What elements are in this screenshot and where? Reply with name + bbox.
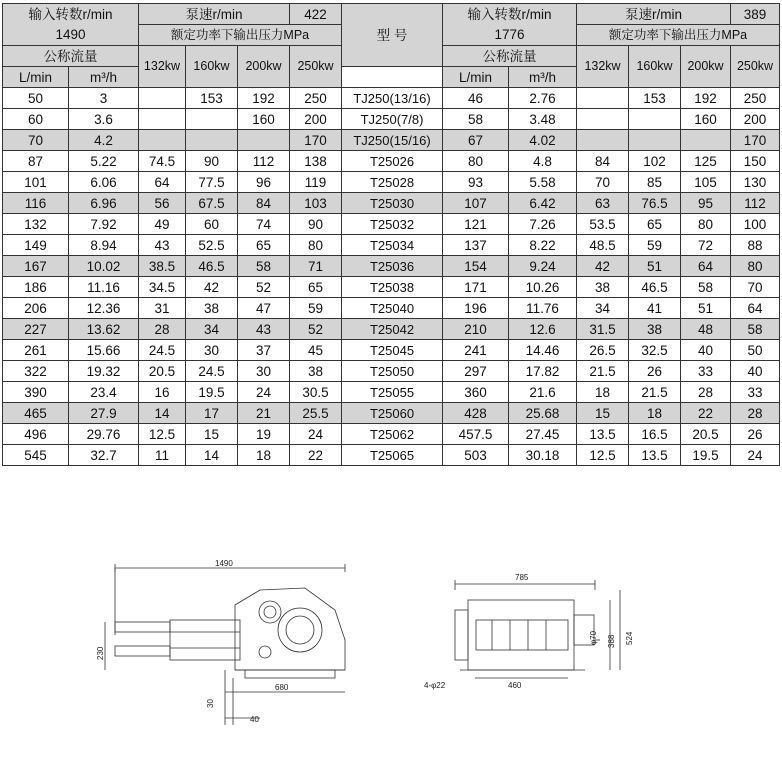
pressure-cell: 58 — [681, 277, 731, 298]
pressure-cell: 15 — [577, 403, 629, 424]
pressure-cell: 72 — [681, 235, 731, 256]
pressure-cell: 28 — [681, 382, 731, 403]
pressure-cell: 13.5 — [629, 445, 681, 466]
pressure-cell: 34.5 — [139, 277, 186, 298]
flow-lmin-cell: 457.5 — [443, 424, 509, 445]
flow-lmin-cell: 496 — [3, 424, 69, 445]
pressure-cell: 58 — [238, 256, 290, 277]
side-dim-small1: 30 — [206, 699, 215, 708]
right-pump-speed-value: 389 — [731, 4, 780, 25]
pressure-cell: 80 — [731, 256, 780, 277]
pressure-cell: 96 — [238, 172, 290, 193]
table-row — [3, 130, 780, 151]
right-power-col: 132kw — [577, 46, 629, 88]
flow-m3h-cell: 14.46 — [509, 340, 577, 361]
pressure-cell: 74.5 — [139, 151, 186, 172]
pressure-cell: 38.5 — [139, 256, 186, 277]
model-header-spacer — [342, 67, 443, 88]
model-cell: T25040 — [342, 298, 443, 319]
pressure-cell: 77.5 — [186, 172, 238, 193]
pressure-cell: 18 — [238, 445, 290, 466]
pressure-cell: 64 — [731, 298, 780, 319]
pressure-cell: 34 — [186, 319, 238, 340]
table-row — [3, 424, 780, 445]
flow-lmin-cell: 60 — [3, 109, 69, 130]
pressure-cell — [629, 109, 681, 130]
pressure-cell — [577, 130, 629, 151]
pressure-cell: 26 — [731, 424, 780, 445]
flow-lmin-cell: 297 — [443, 361, 509, 382]
pressure-cell: 22 — [681, 403, 731, 424]
pressure-cell: 112 — [731, 193, 780, 214]
pressure-cell: 24 — [238, 382, 290, 403]
model-cell: T25065 — [342, 445, 443, 466]
pressure-cell: 49 — [139, 214, 186, 235]
flow-m3h-cell: 7.92 — [69, 214, 139, 235]
pressure-cell: 160 — [681, 109, 731, 130]
left-power-col: 132kw — [139, 46, 186, 88]
table-row — [3, 151, 780, 172]
pressure-cell: 26 — [629, 361, 681, 382]
flow-lmin-cell: 116 — [3, 193, 69, 214]
table-row — [3, 109, 780, 130]
flow-m3h-cell: 6.96 — [69, 193, 139, 214]
flow-m3h-cell: 12.36 — [69, 298, 139, 319]
model-cell: T25050 — [342, 361, 443, 382]
pressure-cell: 74 — [238, 214, 290, 235]
pressure-cell: 30 — [238, 361, 290, 382]
pressure-cell: 153 — [186, 88, 238, 109]
model-cell: TJ250(15/16) — [342, 130, 443, 151]
pressure-cell: 14 — [186, 445, 238, 466]
flow-lmin-cell: 87 — [3, 151, 69, 172]
pressure-cell — [139, 109, 186, 130]
pressure-cell: 138 — [290, 151, 342, 172]
pressure-cell: 24 — [290, 424, 342, 445]
flow-lmin-cell: 58 — [443, 109, 509, 130]
pressure-cell: 45 — [290, 340, 342, 361]
pressure-cell: 52 — [290, 319, 342, 340]
flow-m3h-cell: 11.76 — [509, 298, 577, 319]
pressure-cell — [238, 130, 290, 151]
flow-m3h-cell: 10.26 — [509, 277, 577, 298]
front-dim-base: 460 — [508, 681, 522, 690]
right-power-col: 200kw — [681, 46, 731, 88]
pressure-cell: 100 — [731, 214, 780, 235]
pressure-cell: 22 — [290, 445, 342, 466]
left-unit-lmin: L/min — [3, 67, 69, 88]
pressure-cell: 38 — [186, 298, 238, 319]
pressure-cell: 19 — [238, 424, 290, 445]
flow-m3h-cell: 13.62 — [69, 319, 139, 340]
pressure-cell: 14 — [139, 403, 186, 424]
flow-m3h-cell: 25.68 — [509, 403, 577, 424]
right-power-col: 250kw — [731, 46, 780, 88]
pressure-cell: 21.5 — [629, 382, 681, 403]
flow-m3h-cell: 29.76 — [69, 424, 139, 445]
pressure-cell: 51 — [681, 298, 731, 319]
left-speed-value: 1490 — [55, 26, 86, 42]
table-row — [3, 277, 780, 298]
flow-m3h-cell: 10.02 — [69, 256, 139, 277]
flow-m3h-cell: 23.4 — [69, 382, 139, 403]
flow-lmin-cell: 322 — [3, 361, 69, 382]
model-cell: T25062 — [342, 424, 443, 445]
flow-m3h-cell: 6.06 — [69, 172, 139, 193]
model-cell: T25036 — [342, 256, 443, 277]
pressure-cell: 38 — [290, 361, 342, 382]
pressure-cell: 41 — [629, 298, 681, 319]
pressure-cell: 19.5 — [681, 445, 731, 466]
pressure-cell — [139, 130, 186, 151]
flow-m3h-cell: 6.42 — [509, 193, 577, 214]
pressure-cell: 59 — [629, 235, 681, 256]
flow-m3h-cell: 17.82 — [509, 361, 577, 382]
side-dim-height: 230 — [96, 646, 105, 660]
flow-m3h-cell: 5.58 — [509, 172, 577, 193]
left-flow-header: 公称流量 — [3, 46, 139, 67]
right-pump-speed-label: 泵速r/min — [577, 4, 731, 25]
pressure-cell: 65 — [629, 214, 681, 235]
pressure-cell: 125 — [681, 151, 731, 172]
pressure-cell: 33 — [681, 361, 731, 382]
table-row — [3, 88, 780, 109]
flow-m3h-cell: 8.94 — [69, 235, 139, 256]
pressure-cell: 52 — [238, 277, 290, 298]
flow-lmin-cell: 137 — [443, 235, 509, 256]
front-view-drawing — [420, 570, 650, 710]
pressure-cell: 200 — [731, 109, 780, 130]
front-dim-shaft: φ70 — [589, 630, 598, 645]
pressure-cell: 80 — [681, 214, 731, 235]
pressure-cell — [577, 109, 629, 130]
flow-lmin-cell: 80 — [443, 151, 509, 172]
pressure-cell: 42 — [577, 256, 629, 277]
pressure-cell: 200 — [290, 109, 342, 130]
pressure-cell: 70 — [577, 172, 629, 193]
model-cell: T25032 — [342, 214, 443, 235]
flow-lmin-cell: 545 — [3, 445, 69, 466]
flow-lmin-cell: 241 — [443, 340, 509, 361]
pressure-cell: 192 — [238, 88, 290, 109]
pressure-cell — [577, 88, 629, 109]
pressure-cell: 105 — [681, 172, 731, 193]
flow-m3h-cell: 4.8 — [509, 151, 577, 172]
flow-m3h-cell: 15.66 — [69, 340, 139, 361]
pressure-cell — [186, 130, 238, 151]
pressure-cell: 58 — [731, 319, 780, 340]
flow-lmin-cell: 227 — [3, 319, 69, 340]
flow-m3h-cell: 5.22 — [69, 151, 139, 172]
flow-m3h-cell: 8.22 — [509, 235, 577, 256]
left-pump-speed-value: 422 — [290, 4, 342, 25]
right-unit-lmin: L/min — [443, 67, 509, 88]
pressure-cell: 34 — [577, 298, 629, 319]
flow-m3h-cell: 30.18 — [509, 445, 577, 466]
pressure-cell: 33 — [731, 382, 780, 403]
front-dim-width: 785 — [515, 573, 529, 582]
side-dim-small2: 40 — [250, 715, 259, 724]
pressure-cell: 80 — [290, 235, 342, 256]
pressure-cell: 192 — [681, 88, 731, 109]
pressure-cell: 85 — [629, 172, 681, 193]
side-view-drawing — [95, 560, 375, 730]
table-row — [3, 361, 780, 382]
left-power-col: 250kw — [290, 46, 342, 88]
pressure-cell — [681, 130, 731, 151]
pressure-cell: 170 — [290, 130, 342, 151]
model-cell: T25060 — [342, 403, 443, 424]
table-row — [3, 340, 780, 361]
table-row — [3, 382, 780, 403]
pressure-cell: 95 — [681, 193, 731, 214]
pressure-cell: 50 — [731, 340, 780, 361]
flow-m3h-cell: 27.45 — [509, 424, 577, 445]
front-dim-bolts: 4-φ22 — [424, 681, 446, 690]
pressure-cell: 42 — [186, 277, 238, 298]
flow-lmin-cell: 154 — [443, 256, 509, 277]
pressure-cell: 48 — [681, 319, 731, 340]
flow-lmin-cell: 196 — [443, 298, 509, 319]
table-row — [3, 256, 780, 277]
flow-lmin-cell: 186 — [3, 277, 69, 298]
pressure-cell: 56 — [139, 193, 186, 214]
flow-lmin-cell: 428 — [443, 403, 509, 424]
pressure-cell: 76.5 — [629, 193, 681, 214]
pressure-cell: 17 — [186, 403, 238, 424]
right-pressure-header: 额定功率下输出压力MPa — [577, 25, 780, 46]
flow-lmin-cell: 121 — [443, 214, 509, 235]
right-unit-m3h: m³/h — [509, 67, 577, 88]
front-dim-h2: 524 — [625, 631, 634, 645]
pressure-cell: 59 — [290, 298, 342, 319]
pressure-cell: 46.5 — [186, 256, 238, 277]
pressure-cell: 26.5 — [577, 340, 629, 361]
pressure-cell: 67.5 — [186, 193, 238, 214]
pressure-cell: 12.5 — [577, 445, 629, 466]
pressure-cell: 32.5 — [629, 340, 681, 361]
model-cell: TJ250(7/8) — [342, 109, 443, 130]
table-row — [3, 214, 780, 235]
pressure-cell: 46.5 — [629, 277, 681, 298]
left-pump-speed-label: 泵速r/min — [139, 4, 290, 25]
flow-lmin-cell: 206 — [3, 298, 69, 319]
flow-m3h-cell: 7.26 — [509, 214, 577, 235]
flow-lmin-cell: 132 — [3, 214, 69, 235]
pressure-cell: 30 — [186, 340, 238, 361]
pressure-cell: 28 — [139, 319, 186, 340]
pressure-cell: 153 — [629, 88, 681, 109]
flow-lmin-cell: 50 — [3, 88, 69, 109]
right-speed-header — [443, 4, 577, 46]
model-cell: T25042 — [342, 319, 443, 340]
pressure-cell: 18 — [629, 403, 681, 424]
pressure-cell: 40 — [731, 361, 780, 382]
table-row — [3, 298, 780, 319]
pressure-cell: 47 — [238, 298, 290, 319]
pressure-cell: 64 — [139, 172, 186, 193]
pressure-cell: 90 — [290, 214, 342, 235]
side-dim-base: 680 — [275, 683, 289, 692]
pressure-cell: 43 — [139, 235, 186, 256]
model-cell: T25038 — [342, 277, 443, 298]
pressure-cell: 15 — [186, 424, 238, 445]
pressure-cell: 64 — [681, 256, 731, 277]
pressure-cell: 119 — [290, 172, 342, 193]
pressure-cell: 103 — [290, 193, 342, 214]
flow-m3h-cell: 32.7 — [69, 445, 139, 466]
table-row — [3, 319, 780, 340]
flow-m3h-cell: 19.32 — [69, 361, 139, 382]
pressure-cell: 37 — [238, 340, 290, 361]
pressure-cell: 40 — [681, 340, 731, 361]
pressure-cell: 90 — [186, 151, 238, 172]
flow-lmin-cell: 390 — [3, 382, 69, 403]
flow-lmin-cell: 70 — [3, 130, 69, 151]
flow-lmin-cell: 46 — [443, 88, 509, 109]
flow-m3h-cell: 3.48 — [509, 109, 577, 130]
left-speed-header — [3, 4, 139, 46]
flow-m3h-cell: 21.6 — [509, 382, 577, 403]
pressure-cell: 60 — [186, 214, 238, 235]
model-cell: T25028 — [342, 172, 443, 193]
flow-m3h-cell: 27.9 — [69, 403, 139, 424]
table-row — [3, 403, 780, 424]
flow-m3h-cell: 2.76 — [509, 88, 577, 109]
pressure-cell: 31 — [139, 298, 186, 319]
flow-lmin-cell: 360 — [443, 382, 509, 403]
pressure-cell: 150 — [731, 151, 780, 172]
pressure-cell: 16 — [139, 382, 186, 403]
model-cell: TJ250(13/16) — [342, 88, 443, 109]
flow-lmin-cell: 149 — [3, 235, 69, 256]
model-cell: T25045 — [342, 340, 443, 361]
right-flow-header: 公称流量 — [443, 46, 577, 67]
flow-lmin-cell: 171 — [443, 277, 509, 298]
pressure-cell: 63 — [577, 193, 629, 214]
flow-m3h-cell: 11.16 — [69, 277, 139, 298]
pressure-cell: 130 — [731, 172, 780, 193]
pressure-cell: 70 — [731, 277, 780, 298]
pressure-cell: 20.5 — [681, 424, 731, 445]
pressure-cell: 31.5 — [577, 319, 629, 340]
pressure-cell: 19.5 — [186, 382, 238, 403]
pressure-cell: 13.5 — [577, 424, 629, 445]
right-power-col: 160kw — [629, 46, 681, 88]
pressure-cell: 102 — [629, 151, 681, 172]
model-header: 型 号 — [342, 4, 443, 67]
flow-m3h-cell: 9.24 — [509, 256, 577, 277]
pressure-cell — [186, 109, 238, 130]
pressure-cell: 18 — [577, 382, 629, 403]
right-speed-value: 1776 — [494, 26, 525, 42]
pressure-cell: 43 — [238, 319, 290, 340]
pressure-cell: 71 — [290, 256, 342, 277]
pressure-cell: 24.5 — [139, 340, 186, 361]
pressure-cell: 11 — [139, 445, 186, 466]
model-cell: T25030 — [342, 193, 443, 214]
pressure-cell: 21.5 — [577, 361, 629, 382]
table-row — [3, 235, 780, 256]
pressure-cell: 21 — [238, 403, 290, 424]
model-cell: T25026 — [342, 151, 443, 172]
pressure-cell — [139, 88, 186, 109]
flow-m3h-cell: 4.02 — [509, 130, 577, 151]
pressure-cell: 48.5 — [577, 235, 629, 256]
left-power-col: 160kw — [186, 46, 238, 88]
pressure-cell: 112 — [238, 151, 290, 172]
pressure-cell: 30.5 — [290, 382, 342, 403]
flow-lmin-cell: 93 — [443, 172, 509, 193]
pressure-cell — [629, 130, 681, 151]
pressure-cell: 38 — [577, 277, 629, 298]
pressure-cell: 25.5 — [290, 403, 342, 424]
right-speed-label: 输入转数r/min — [467, 6, 552, 22]
pressure-cell: 160 — [238, 109, 290, 130]
model-cell: T25034 — [342, 235, 443, 256]
pressure-cell: 24 — [731, 445, 780, 466]
pressure-cell: 38 — [629, 319, 681, 340]
flow-m3h-cell: 4.2 — [69, 130, 139, 151]
flow-m3h-cell: 3 — [69, 88, 139, 109]
left-pressure-header: 额定功率下输出压力MPa — [139, 25, 342, 46]
flow-lmin-cell: 107 — [443, 193, 509, 214]
model-cell: T25055 — [342, 382, 443, 403]
flow-lmin-cell: 210 — [443, 319, 509, 340]
side-dim-length: 1490 — [215, 560, 233, 568]
flow-m3h-cell: 3.6 — [69, 109, 139, 130]
table-row — [3, 445, 780, 466]
pressure-cell: 52.5 — [186, 235, 238, 256]
pressure-cell: 24.5 — [186, 361, 238, 382]
pressure-cell: 20.5 — [139, 361, 186, 382]
pressure-cell: 16.5 — [629, 424, 681, 445]
flow-m3h-cell: 12.6 — [509, 319, 577, 340]
table-body — [3, 88, 780, 466]
pressure-cell: 84 — [577, 151, 629, 172]
pressure-cell: 170 — [731, 130, 780, 151]
front-dim-h1: 388 — [607, 634, 616, 648]
flow-lmin-cell: 261 — [3, 340, 69, 361]
pressure-cell: 65 — [290, 277, 342, 298]
pressure-cell: 65 — [238, 235, 290, 256]
left-speed-label: 输入转数r/min — [28, 6, 113, 22]
flow-lmin-cell: 101 — [3, 172, 69, 193]
pressure-cell: 88 — [731, 235, 780, 256]
pressure-cell: 28 — [731, 403, 780, 424]
table-row — [3, 172, 780, 193]
spec-table — [2, 3, 780, 466]
flow-lmin-cell: 167 — [3, 256, 69, 277]
flow-lmin-cell: 67 — [443, 130, 509, 151]
pressure-cell: 84 — [238, 193, 290, 214]
left-unit-m3h: m³/h — [69, 67, 139, 88]
pressure-cell: 12.5 — [139, 424, 186, 445]
pressure-cell: 250 — [731, 88, 780, 109]
pressure-cell: 53.5 — [577, 214, 629, 235]
table-row — [3, 193, 780, 214]
pressure-cell: 250 — [290, 88, 342, 109]
flow-lmin-cell: 503 — [443, 445, 509, 466]
pressure-cell: 51 — [629, 256, 681, 277]
left-power-col: 200kw — [238, 46, 290, 88]
flow-lmin-cell: 465 — [3, 403, 69, 424]
